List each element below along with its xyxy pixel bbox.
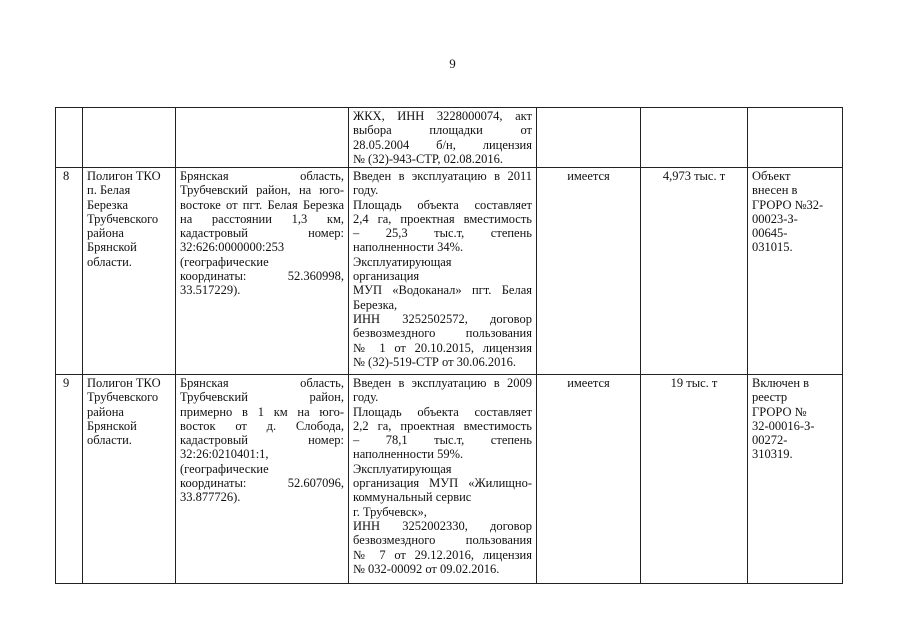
landfill-registry-table xyxy=(55,107,843,584)
continuation-row xyxy=(56,108,843,168)
text-line: востоке от пгт. Белая Березка xyxy=(180,197,344,212)
text-line: году. xyxy=(353,390,379,405)
text-line: 00272- xyxy=(752,433,788,448)
text-line: координаты: 52.607096, xyxy=(180,476,344,491)
text-line: Введен в эксплуатацию в 2009 xyxy=(353,376,532,390)
text-line: 031015. xyxy=(752,240,793,255)
text-line: 2,2 га, проектная вместимость xyxy=(353,418,532,433)
text-line: МУП «Водоканал» пгт. Белая xyxy=(353,283,532,298)
text-line: Трубчевского xyxy=(87,211,159,226)
text-line: района xyxy=(87,226,124,241)
cell-status: имеется xyxy=(537,375,641,584)
cell-name xyxy=(83,168,176,375)
text-line: № (32)-519-СТР от 30.06.2016. xyxy=(353,354,517,369)
text-line: Эксплуатирующая xyxy=(353,461,452,476)
text-line: на расстоянии 1,3 км, xyxy=(180,211,344,226)
text-line: 32-00016-З- xyxy=(752,418,815,433)
cell-name xyxy=(83,375,176,584)
text-line: Площадь объекта составляет xyxy=(353,404,532,419)
text-line: (географические xyxy=(180,254,269,269)
text-line: ЖКХ, ИНН 3228000074, акт xyxy=(353,109,532,123)
text-line: Эксплуатирующая xyxy=(353,254,452,269)
text-line: Трубчевский район, на юго- xyxy=(180,183,344,198)
text-line: 00023-З- xyxy=(752,211,798,226)
text-line: ГРОРО № xyxy=(752,404,807,419)
cell-num: 9 xyxy=(56,375,83,584)
cell-name xyxy=(83,108,176,168)
text-line: реестр xyxy=(752,390,788,405)
cell-status xyxy=(537,108,641,168)
cell-volume: 19 тыс. т xyxy=(641,375,748,584)
text-line: коммунальный сервис xyxy=(353,490,472,505)
cell-volume: 4,973 тыс. т xyxy=(641,168,748,375)
cell-description xyxy=(349,375,537,584)
text-line: 32:626:0000000:253 xyxy=(180,240,285,255)
text-line: 2,4 га, проектная вместимость xyxy=(353,211,532,226)
cell-status: имеется xyxy=(537,168,641,375)
text-line: внесен в xyxy=(752,183,798,198)
text-line: организация xyxy=(353,269,420,284)
text-line: ИНН 3252502572, договор xyxy=(353,311,532,326)
text-line: № 1 от 20.10.2015, лицензия xyxy=(353,340,532,355)
text-line: № 032-00092 от 09.02.2016. xyxy=(353,561,500,576)
text-line: Полигон ТКО xyxy=(87,376,161,390)
text-line: Березка, xyxy=(353,297,398,312)
text-line: координаты: 52.360998, xyxy=(180,269,344,284)
text-line: Брянской xyxy=(87,240,137,255)
text-line: Площадь объекта составляет xyxy=(353,197,532,212)
text-line: восток от д. Слобода, xyxy=(180,418,344,433)
text-line: наполненности 59%. xyxy=(353,447,464,462)
text-line: Брянская область, xyxy=(180,376,344,390)
text-line: Трубчевского xyxy=(87,390,159,405)
text-line: 32:26:0210401:1, xyxy=(180,447,269,462)
cell-num: 8 xyxy=(56,168,83,375)
text-line: Березка xyxy=(87,197,129,212)
text-line: области. xyxy=(87,433,132,448)
cell-location xyxy=(176,168,349,375)
text-line: 33.877726). xyxy=(180,490,241,505)
text-line: г. Трубчевск», xyxy=(353,504,427,519)
text-line: примерно в 1 км на юго- xyxy=(180,404,344,419)
text-line: – 78,1 тыс.т, степень xyxy=(353,433,532,448)
text-line: Объект xyxy=(752,169,791,183)
cell-description xyxy=(349,168,537,375)
text-line: п. Белая xyxy=(87,183,131,198)
text-line: 28.05.2004 б/н, лицензия xyxy=(353,137,532,152)
text-line: году. xyxy=(353,183,379,198)
text-line: – 25,3 тыс.т, степень xyxy=(353,226,532,241)
page-number: 9 xyxy=(449,56,456,71)
cell-location xyxy=(176,108,349,168)
cell-note xyxy=(748,108,843,168)
text-line: (географические xyxy=(180,461,269,476)
text-line: безвозмездного пользования xyxy=(353,326,532,341)
text-line: ИНН 3252002330, договор xyxy=(353,518,532,533)
text-line: Брянской xyxy=(87,418,137,433)
text-line: безвозмездного пользования xyxy=(353,533,532,548)
cell-num xyxy=(56,108,83,168)
cell-note xyxy=(748,168,843,375)
cell-description xyxy=(349,108,537,168)
text-line: организация МУП «Жилищно- xyxy=(353,476,532,491)
text-line: района xyxy=(87,404,124,419)
text-line: области. xyxy=(87,254,132,269)
table-row xyxy=(56,375,843,584)
text-line: № 7 от 29.12.2016, лицензия xyxy=(353,547,532,562)
cell-note xyxy=(748,375,843,584)
cell-volume xyxy=(641,108,748,168)
text-line: кадастровый номер: xyxy=(180,433,344,448)
text-line: 310319. xyxy=(752,447,793,462)
text-line: 00645- xyxy=(752,226,788,241)
text-line: 33.517229). xyxy=(180,283,241,298)
text-line: № (32)-943-СТР, 02.08.2016. xyxy=(353,151,503,166)
text-line: Включен в xyxy=(752,376,810,390)
table-row xyxy=(56,168,843,375)
text-line: выбора площадки от xyxy=(353,123,532,138)
text-line: Введен в эксплуатацию в 2011 xyxy=(353,169,532,183)
text-line: Трубчевский район, xyxy=(180,390,344,405)
text-line: Полигон ТКО xyxy=(87,169,161,183)
cell-location xyxy=(176,375,349,584)
text-line: Брянская область, xyxy=(180,169,344,183)
text-line: наполненности 34%. xyxy=(353,240,464,255)
text-line: ГРОРО №32- xyxy=(752,197,824,212)
text-line: кадастровый номер: xyxy=(180,226,344,241)
